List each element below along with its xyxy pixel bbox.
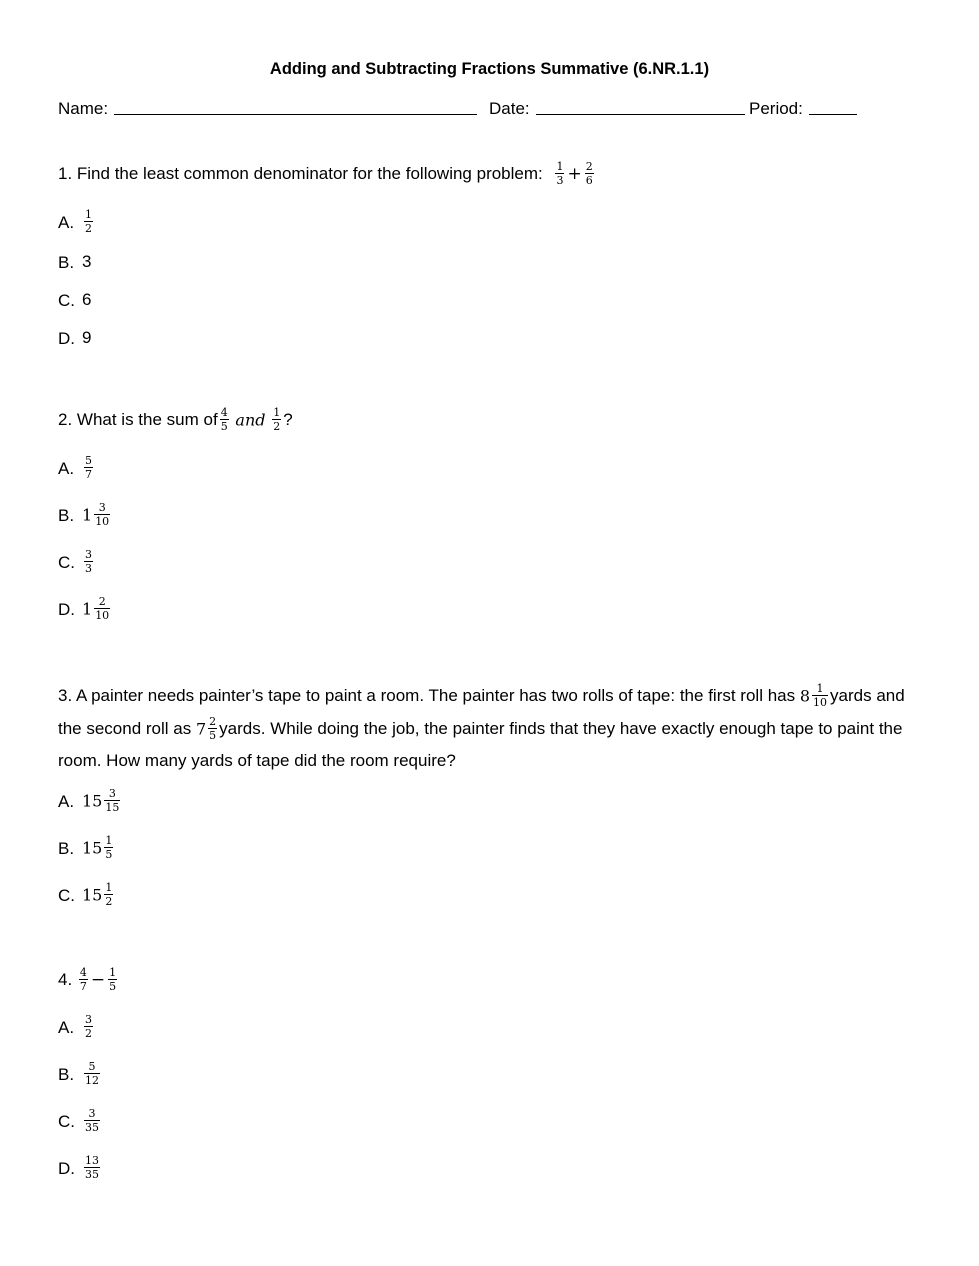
question-2-prompt: 2. What is the sum of xyxy=(58,409,218,429)
question-1-prompt: 1. Find the least common denominator for the following problem: xyxy=(58,163,543,183)
q3-choice-a[interactable]: A. 15 $\frac{3}{15}$ xyxy=(58,787,120,814)
fraction: $\frac{1}{2}$ xyxy=(85,208,92,235)
date-field[interactable] xyxy=(536,114,745,115)
q2-choice-c[interactable]: C. $\frac{3}{3}$ xyxy=(58,548,92,575)
question-4: 4. $\frac{4}{7}$ − $\frac{1}{5}$ xyxy=(58,966,117,993)
q2-choice-b[interactable]: B. 1 $\frac{3}{10}$ xyxy=(58,501,110,528)
minus-sign: − xyxy=(90,970,106,990)
fraction: $\frac{4}{7}$ xyxy=(79,966,87,993)
q4-choice-b[interactable]: B. $\frac{5}{12}$ xyxy=(58,1060,99,1087)
fraction: $\frac{1}{5}$ xyxy=(105,834,113,861)
question-2: 2. What is the sum of $\frac{4}{5}$ and $\frac{1}{2}$ ? xyxy=(58,406,293,433)
fraction: $\frac{13}{35}$ xyxy=(85,1154,99,1181)
q1-choice-c[interactable]: C. 6 xyxy=(58,290,92,311)
period-label: Period: xyxy=(749,99,803,118)
fraction: $\frac{1}{3}$ xyxy=(556,160,564,187)
q1-choice-d[interactable]: D. 9 xyxy=(58,328,92,349)
fraction: $\frac{1}{10}$ xyxy=(813,682,828,710)
q1-choice-a[interactable]: A. $\frac{1}{2}$ xyxy=(58,208,92,235)
fraction: $\frac{1}{2}$ xyxy=(273,406,281,433)
q1-choice-b[interactable]: B. 3 xyxy=(58,252,92,273)
question-1 xyxy=(58,162,596,187)
q2-choice-a[interactable]: A. $\frac{5}{7}$ xyxy=(58,454,92,481)
period-field[interactable] xyxy=(809,114,857,115)
fraction: $\frac{2}{6}$ xyxy=(585,160,593,187)
fraction: $\frac{3}{10}$ xyxy=(95,501,110,528)
fraction: $\frac{2}{5}$ xyxy=(209,714,217,742)
question-3: 3. A painter needs painter’s tape to paint a room. The painter has two rolls of tape: the first roll has 8 $\frac{1}{10}$ yards and the second roll as 7 $\frac{2}{5}$ yards. While doing the job, the painter finds that they have exactly enough tape to paint the room. How many yards of tape did the room require? xyxy=(58,682,905,771)
fraction: $\frac{1}{2}$ xyxy=(105,881,113,908)
fraction: $\frac{5}{12}$ xyxy=(85,1060,99,1087)
q4-choice-d[interactable]: D. $\frac{13}{35}$ xyxy=(58,1154,99,1181)
name-field[interactable] xyxy=(114,114,477,115)
page-title: Adding and Subtracting Fractions Summative (6.NR.1.1) xyxy=(269,60,710,78)
q3-choice-b[interactable]: B. 15 $\frac{1}{5}$ xyxy=(58,834,113,861)
plus-sign: + xyxy=(567,164,582,184)
fraction: $\frac{3}{2}$ xyxy=(85,1013,92,1040)
fraction: $\frac{3}{35}$ xyxy=(85,1107,99,1134)
q3-choice-c[interactable]: C. 15 $\frac{1}{2}$ xyxy=(58,881,113,908)
q2-choice-d[interactable]: D. 1 $\frac{2}{10}$ xyxy=(58,595,110,622)
fraction: $\frac{3}{3}$ xyxy=(85,548,92,575)
date-label: Date: xyxy=(489,99,530,118)
name-label: Name: xyxy=(58,99,109,118)
q4-choice-c[interactable]: C. $\frac{3}{35}$ xyxy=(58,1107,99,1134)
fraction: $\frac{5}{7}$ xyxy=(85,454,92,481)
q4-choice-a[interactable]: A. $\frac{3}{2}$ xyxy=(58,1013,92,1040)
fraction: $\frac{4}{5}$ xyxy=(220,406,228,433)
fraction: $\frac{1}{5}$ xyxy=(109,966,117,993)
and-word: and xyxy=(235,410,266,430)
fraction: $\frac{3}{15}$ xyxy=(105,787,120,814)
fraction: $\frac{2}{10}$ xyxy=(95,595,110,622)
